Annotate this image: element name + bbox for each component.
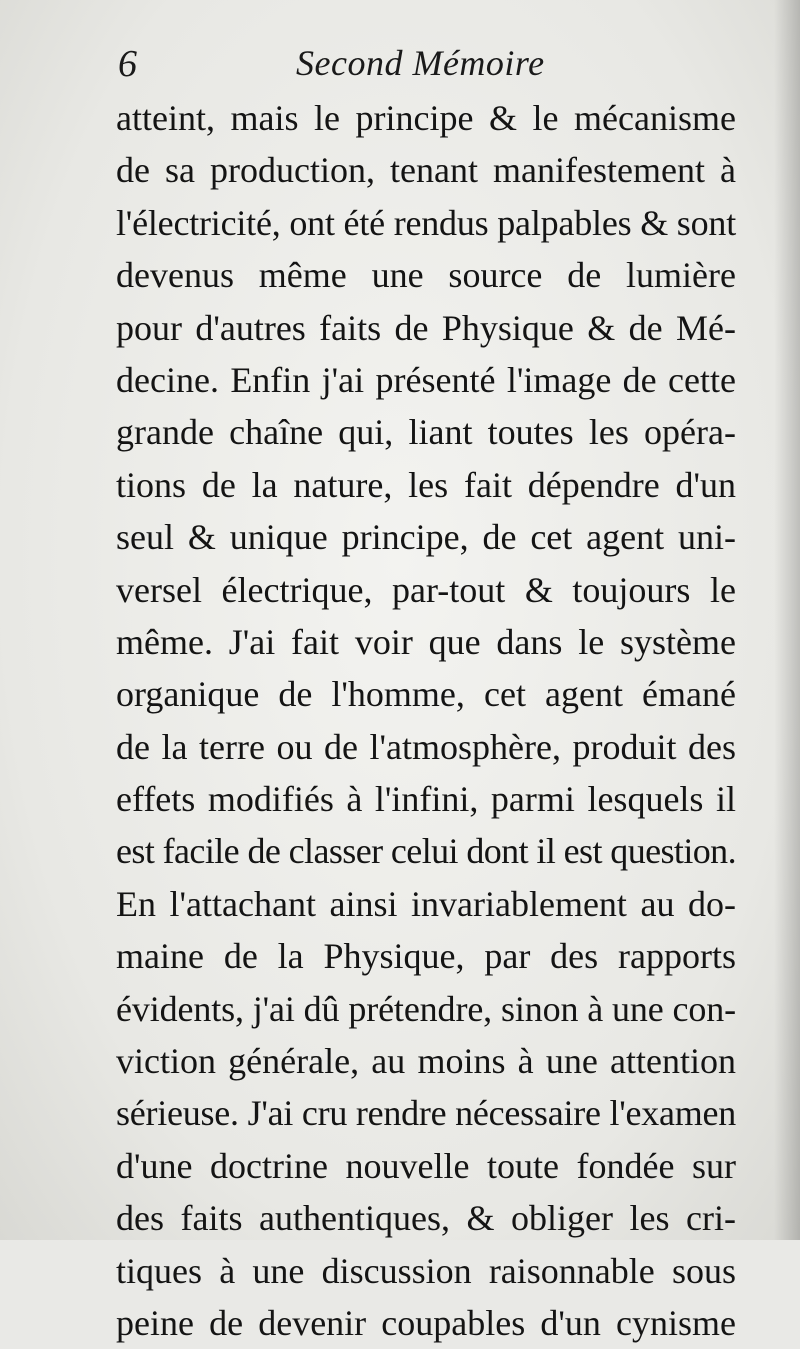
- text-line: évidents, j'ai dû prétendre, sinon à une con-: [116, 988, 736, 1029]
- text-line: tions de la nature, les fait dépendre d'un: [116, 464, 736, 505]
- text-line: est facile de classer celui dont il est question.: [116, 831, 736, 872]
- running-head: [112, 38, 732, 98]
- text-line: En l'attachant ainsi invariablement au do-: [116, 883, 736, 924]
- page-number: 6: [118, 43, 137, 85]
- text-line: versel électrique, par-tout & toujours le: [116, 569, 736, 610]
- text-line: d'une doctrine nouvelle toute fondée sur: [116, 1145, 736, 1186]
- text-line: maine de la Physique, par des rapports: [116, 936, 736, 977]
- text-line: peine de devenir coupables d'un cynisme: [116, 1302, 736, 1343]
- text-line: tiques à une discussion raisonnable sous: [116, 1250, 736, 1291]
- text-line: seul & unique principe, de cet agent uni-: [116, 517, 736, 558]
- text-line: organique de l'homme, cet agent émané: [116, 674, 736, 715]
- text-line: des faits authentiques, & obliger les cri-: [116, 1198, 736, 1239]
- text-line: sérieuse. J'ai cru rendre nécessaire l'examen: [116, 1093, 736, 1134]
- text-line: effets modifiés à l'infini, parmi lesquels il: [116, 779, 736, 820]
- text-line: grande chaîne qui, liant toutes les opéra-: [116, 412, 736, 453]
- text-line: viction générale, au moins à une attention: [116, 1041, 736, 1082]
- body-text: [116, 92, 736, 1349]
- text-line: l'électricité, ont été rendus palpables & sont: [116, 202, 736, 243]
- text-line: atteint, mais le principe & le mécanisme: [116, 98, 736, 138]
- text-line: de la terre ou de l'atmosphère, produit des: [116, 726, 736, 767]
- page-edge-shadow: [774, 0, 800, 1240]
- text-line: même. J'ai fait voir que dans le système: [116, 621, 736, 662]
- text-line: de sa production, tenant manifestement à: [116, 150, 736, 191]
- text-line: devenus même une source de lumière: [116, 255, 736, 296]
- text-line: pour d'autres faits de Physique & de Mé-: [116, 307, 736, 348]
- running-title: Second Mémoire: [296, 43, 545, 83]
- text-line: decine. Enfin j'ai présenté l'image de cette: [116, 359, 736, 400]
